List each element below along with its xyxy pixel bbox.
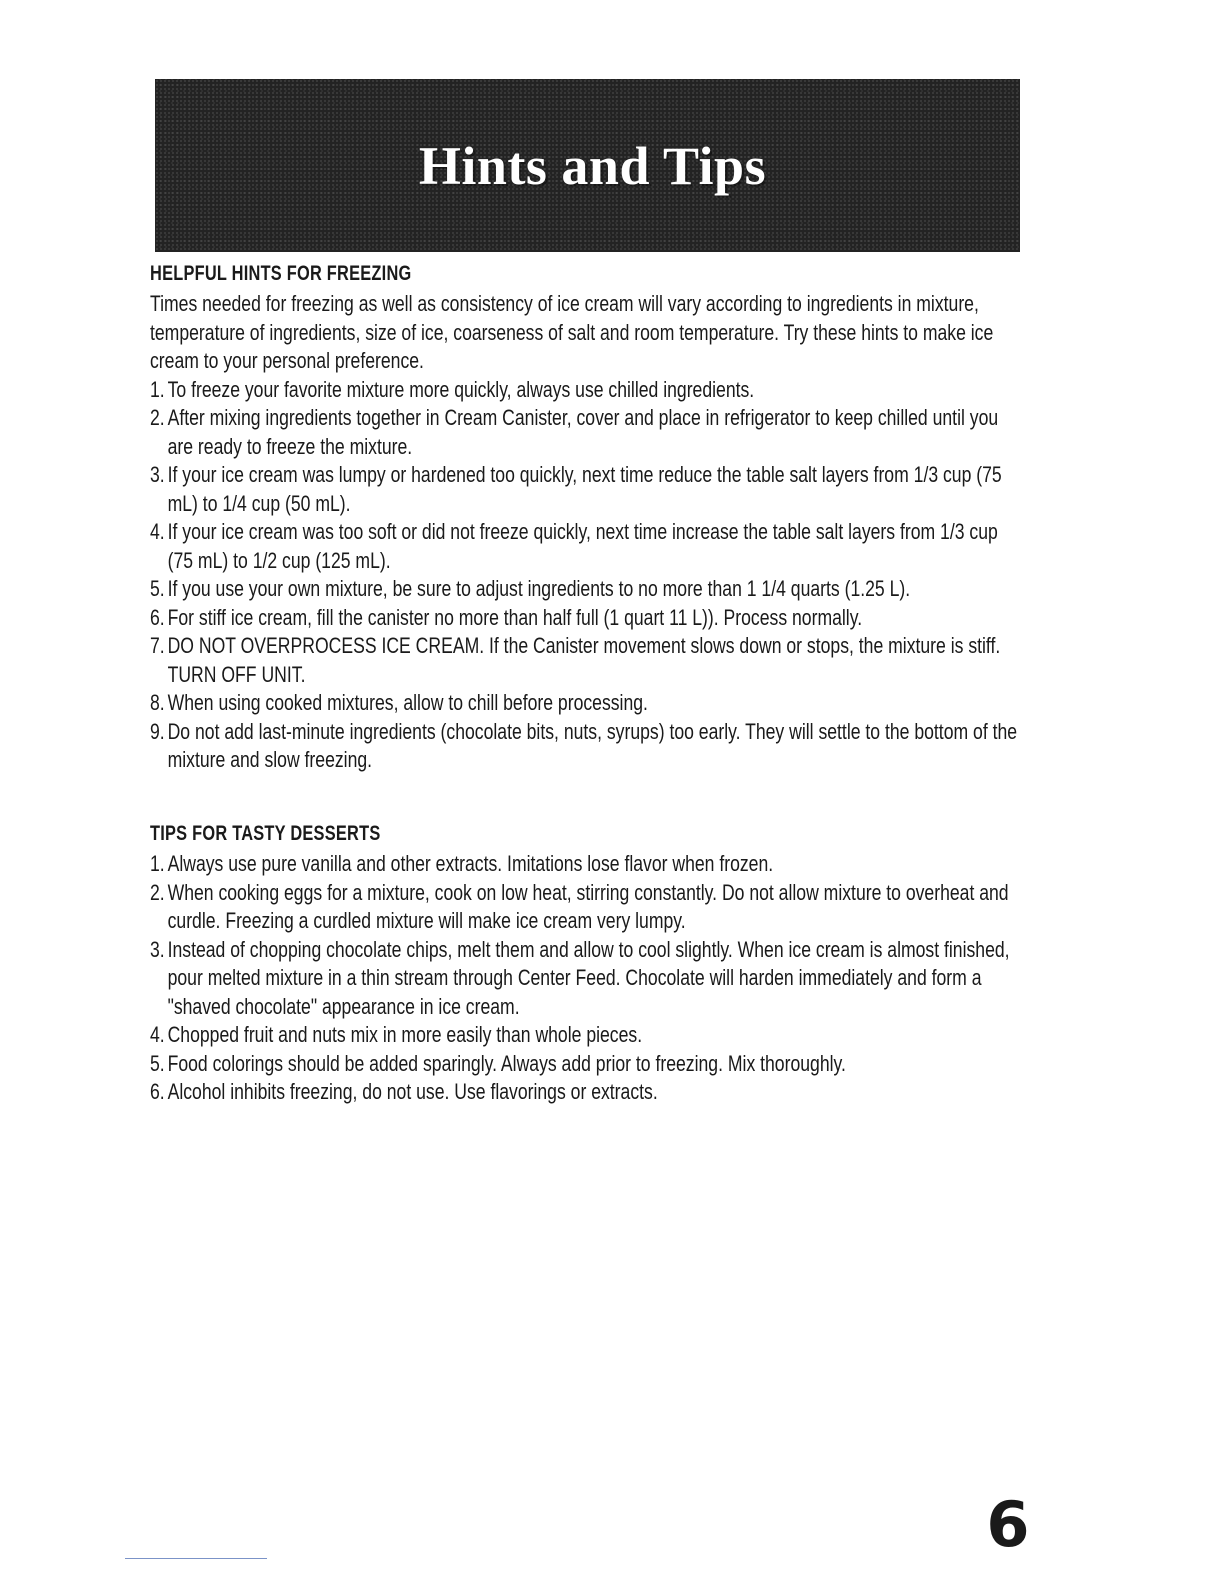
item-number: 3.	[150, 936, 165, 962]
item-text: Instead of chopping chocolate chips, melt them and allow to cool slightly. When ice cream is almost finished, pour melted mixture in a thin stream through Center Feed. Chocolate will harden immediately and form a "shaved chocolate" appearance in ice cream.	[167, 936, 1010, 1019]
item-number: 3.	[150, 462, 165, 487]
item-text: If your ice cream was too soft or did not freeze quickly, next time increase the table salt layers from 1/3 cup (75 mL) to 1/2 cup (125 mL).	[167, 519, 998, 573]
item-text: After mixing ingredients together in Cream Canister, cover and place in refrigerator to keep chilled until you are ready to freeze the mixture.	[167, 405, 999, 459]
item-number: 7.	[150, 633, 165, 658]
item-number: 6.	[150, 604, 165, 630]
list-item	[150, 604, 1018, 633]
item-text: Chopped fruit and nuts mix in more easily than whole pieces.	[167, 1022, 643, 1047]
dessert-tips-list	[150, 850, 1020, 1107]
item-text: Always use pure vanilla and other extracts. Imitations lose flavor when frozen.	[167, 851, 774, 876]
item-number: 4.	[150, 1022, 165, 1047]
item-number: 9.	[150, 718, 165, 744]
item-number: 5.	[150, 576, 165, 601]
dessert-tips-section	[150, 822, 1020, 1107]
list-item	[150, 1021, 1018, 1050]
list-item	[150, 376, 1018, 405]
freezing-hints-list	[150, 376, 1020, 775]
list-item	[150, 689, 1018, 718]
freezing-hints-heading: HELPFUL HINTS FOR FREEZING	[150, 262, 412, 285]
list-item	[150, 879, 1018, 936]
item-text: When using cooked mixtures, allow to chill before processing.	[167, 690, 648, 715]
list-item	[150, 404, 1018, 461]
list-item	[150, 632, 1018, 689]
item-text: Do not add last-minute ingredients (chocolate bits, nuts, syrups) too early. They will settle to the bottom of the mixture and slow freezing.	[167, 718, 1018, 772]
item-number: 2.	[150, 879, 165, 905]
item-number: 1.	[150, 851, 165, 876]
item-number: 5.	[150, 1050, 165, 1076]
item-text: If you use your own mixture, be sure to adjust ingredients to no more than 1 1/4 quarts (1.25 L).	[167, 576, 911, 601]
page-number: 6	[986, 1488, 1030, 1561]
item-text: If your ice cream was lumpy or hardened too quickly, next time reduce the table salt layers from 1/3 cup (75 mL) to 1/4 cup (50 mL).	[167, 462, 1002, 516]
item-text: DO NOT OVERPROCESS ICE CREAM. If the Canister movement slows down or stops, the mixture is stiff. TURN OFF UNIT.	[167, 633, 1001, 687]
item-number: 8.	[150, 690, 165, 715]
list-item	[150, 518, 1018, 575]
dessert-tips-heading: TIPS FOR TASTY DESSERTS	[150, 822, 381, 845]
list-item	[150, 850, 1018, 879]
list-item	[150, 718, 1018, 775]
list-item	[150, 461, 1018, 518]
list-item	[150, 936, 1018, 1022]
title-banner	[155, 79, 1020, 252]
item-number: 1.	[150, 376, 165, 402]
item-number: 4.	[150, 519, 165, 544]
item-number: 6.	[150, 1079, 165, 1104]
item-text: To freeze your favorite mixture more quickly, always use chilled ingredients.	[167, 376, 755, 402]
page-title: Hints and Tips	[418, 135, 767, 196]
item-text: Alcohol inhibits freezing, do not use. Use flavorings or extracts.	[167, 1079, 658, 1104]
list-item	[150, 575, 1018, 604]
freezing-hints-section	[150, 262, 1020, 775]
footer-divider	[125, 1558, 267, 1559]
freezing-intro-paragraph: Times needed for freezing as well as consistency of ice cream will vary according to ingredients in mixture, temperature of ingredients, size of ice, coarseness of salt and room temperature. Try these hints to make ice cream to your personal preference.	[150, 291, 994, 373]
list-item	[150, 1078, 1018, 1107]
item-text: For stiff ice cream, fill the canister no more than half full (1 quart 11 L)). Process normally.	[167, 604, 863, 630]
list-item	[150, 1050, 1018, 1079]
item-number: 2.	[150, 405, 165, 430]
item-text: When cooking eggs for a mixture, cook on low heat, stirring constantly. Do not allow mixture to overheat and curdle. Freezing a curdled mixture will make ice cream very lumpy.	[167, 879, 1009, 933]
item-text: Food colorings should be added sparingly. Always add prior to freezing. Mix thoroughly.	[167, 1050, 846, 1076]
